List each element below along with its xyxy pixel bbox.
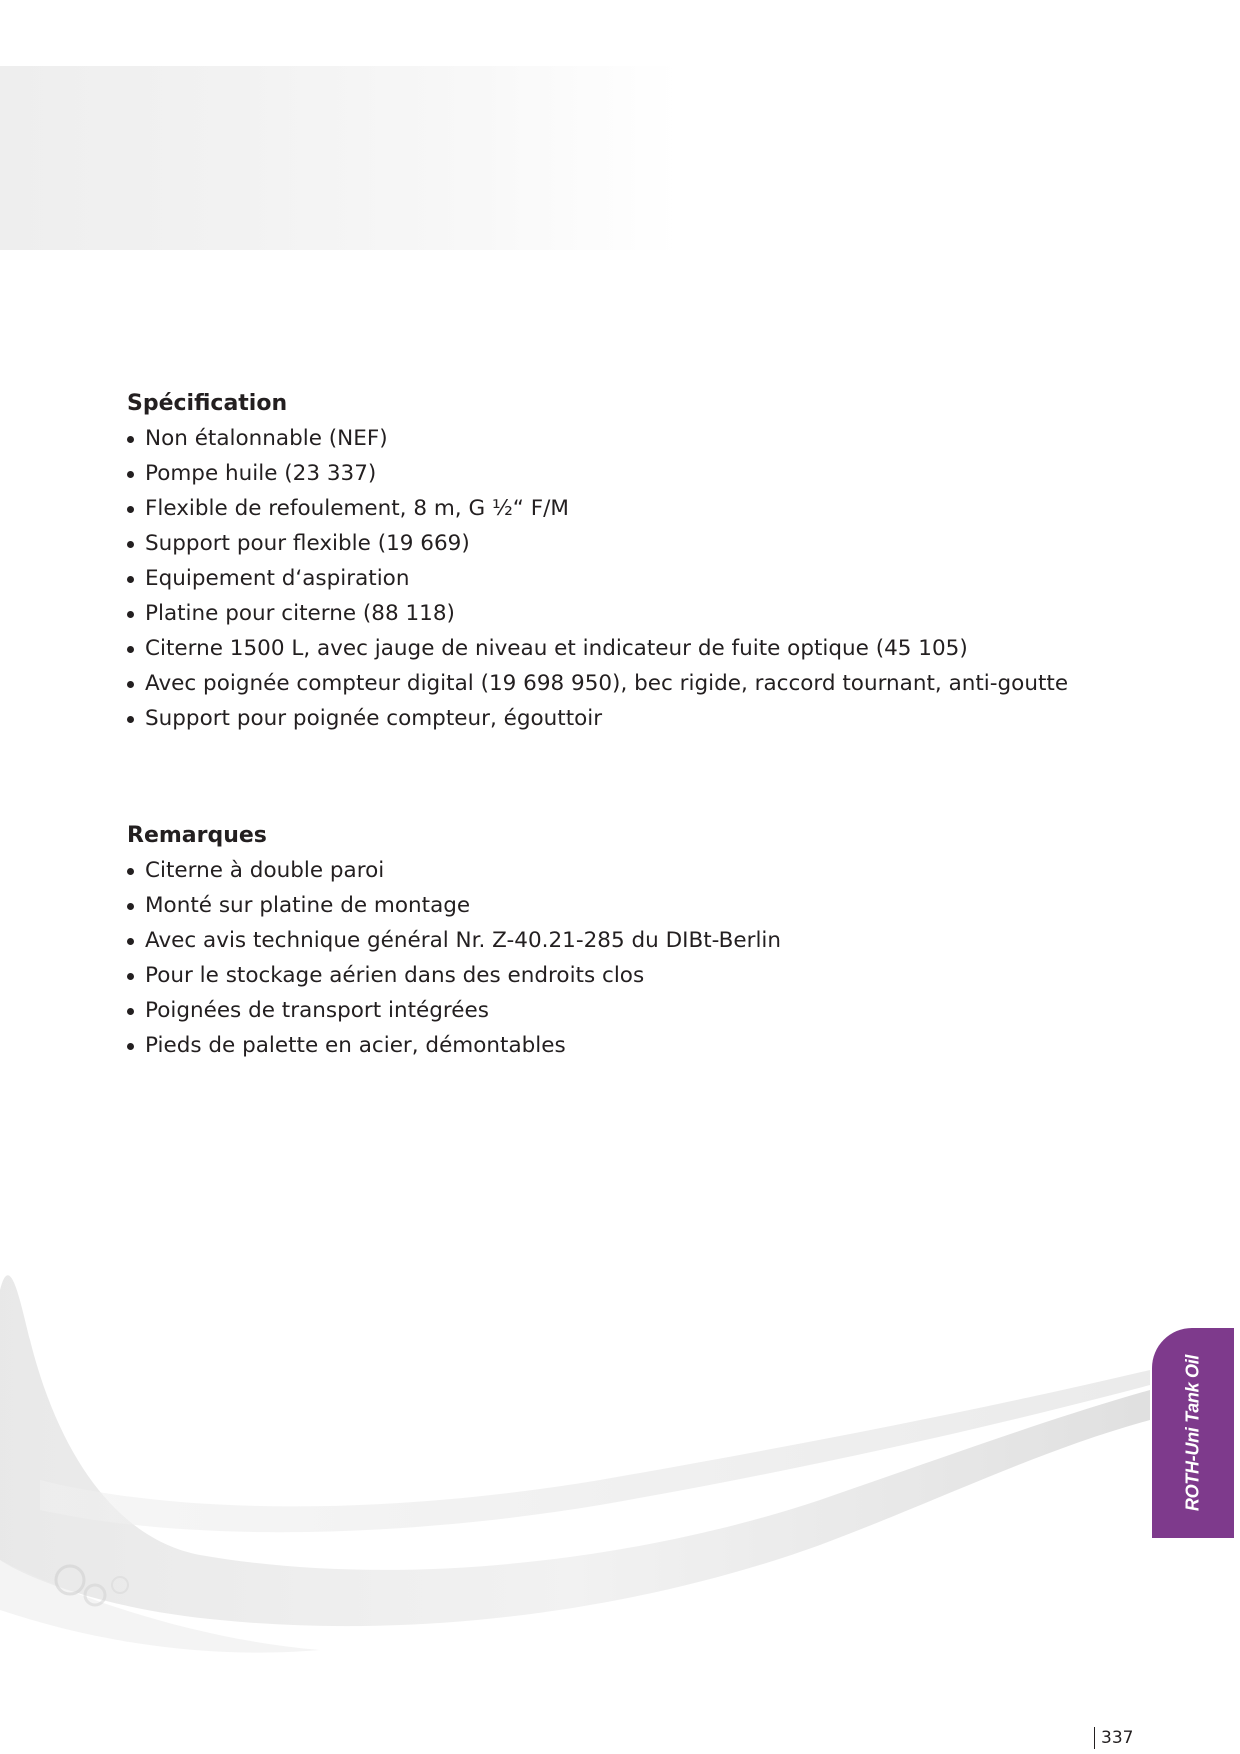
remarks-section: [127, 818, 1087, 1063]
list-item: Support pour poignée compteur, égouttoir: [127, 701, 1087, 736]
list-item: Citerne à double paroi: [127, 853, 1087, 888]
list-item: Pieds de palette en acier, démontables: [127, 1028, 1087, 1063]
list-item: Avec poignée compteur digital (19 698 950), bec rigide, raccord tournant, anti-goutte: [127, 666, 1087, 701]
list-item: Poignées de transport intégrées: [127, 993, 1087, 1028]
remarks-list: [127, 853, 1087, 1063]
specification-section: [127, 386, 1087, 736]
list-item: Citerne 1500 L, avec jauge de niveau et indicateur de fuite optique (45 105): [127, 631, 1087, 666]
specifications-content: [127, 386, 1087, 1063]
list-item: Equipement d‘aspiration: [127, 561, 1087, 596]
header-gray-band: [0, 66, 680, 250]
list-item: Support pour flexible (19 669): [127, 526, 1087, 561]
list-item: Platine pour citerne (88 118): [127, 596, 1087, 631]
list-item: Monté sur platine de montage: [127, 888, 1087, 923]
list-item: Avec avis technique général Nr. Z-40.21-285 du DIBt-Berlin: [127, 923, 1087, 958]
list-item: Pompe huile (23 337): [127, 456, 1087, 491]
list-item: Flexible de refoulement, 8 m, G ½“ F/M: [127, 491, 1087, 526]
specification-list: [127, 421, 1087, 736]
section-title-specification: Spécification: [127, 391, 288, 416]
list-item: Pour le stockage aérien dans des endroits clos: [127, 958, 1087, 993]
chapter-side-tab: [1152, 1328, 1234, 1538]
chapter-side-tab-label: ROTH-Uni Tank Oil: [1182, 1354, 1203, 1512]
page-number: 337: [1094, 1727, 1133, 1749]
section-title-remarks: Remarques: [127, 823, 267, 848]
list-item: Non étalonnable (NEF): [127, 421, 1087, 456]
